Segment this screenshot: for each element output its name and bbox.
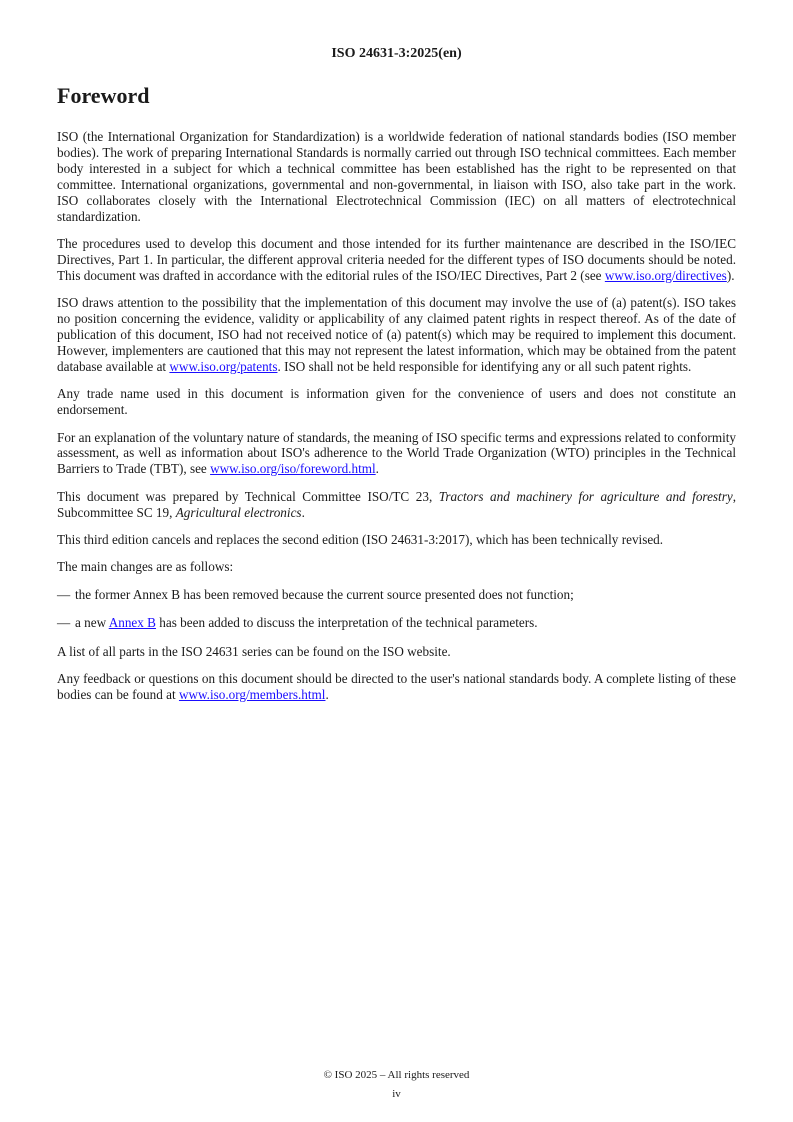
page-footer <box>0 1066 793 1104</box>
text: For an explanation of the voluntary nature of standards, the meaning of ISO specific terms and expressions related to conformity assessment, as well as information about ISO's adherence to the World Trade Organization (WTO) principles in the Technical Barriers to Trade (TBT), see <box>57 429 736 477</box>
text: This document was prepared by Technical Committee ISO/TC 23, <box>57 488 439 504</box>
list-item <box>57 615 736 631</box>
text: . <box>301 504 305 520</box>
paragraph-series: A list of all parts in the ISO 24631 series can be found on the ISO website. <box>57 643 451 659</box>
text: The procedures used to develop this document and those intended for its further maintenance are described in the ISO/IEC Directives, Part 1. In particular, the different approval criteria needed for the different types of ISO documents should be noted. This document was drafted in accordance with the editorial rules of the ISO/IEC Directives, Part 2 (see <box>57 235 736 283</box>
document-header: ISO 24631-3:2025(en) <box>331 46 462 61</box>
paragraph-edition: This third edition cancels and replaces the second edition (ISO 24631-3:2017), which has been technically revised. <box>57 532 664 548</box>
text: . ISO shall not be held responsible for identifying any or all such patent rights. <box>277 358 692 374</box>
dash-bullet: — <box>57 586 71 602</box>
page-title: Foreword <box>57 83 150 108</box>
foreword-link[interactable]: www.iso.org/iso/foreword.html <box>210 461 376 477</box>
text: ). <box>726 267 735 283</box>
text: , Subcommittee SC 19, <box>57 488 736 520</box>
foreword-body <box>57 129 736 714</box>
copyright-notice: © ISO 2025 – All rights reserved <box>323 1069 470 1081</box>
patents-link[interactable]: www.iso.org/patents <box>169 358 278 374</box>
list-item <box>57 587 736 603</box>
paragraph-trade-name: Any trade name used in this document is information given for the convenience of users and does not constitute an endorsement. <box>57 386 736 418</box>
paragraph-changes-intro: The main changes are as follows: <box>57 559 234 575</box>
subcommittee-title: Agricultural electronics <box>175 504 302 520</box>
paragraph-feedback <box>57 671 736 703</box>
list-item-text: the former Annex B has been removed because the current source presented does not function; <box>75 586 574 602</box>
paragraph-patents <box>57 295 736 375</box>
list-item-text <box>75 615 538 631</box>
paragraph-voluntary <box>57 430 736 478</box>
text: Any feedback or questions on this document should be directed to the user's national standards body. A complete listing of these bodies can be found at <box>57 671 736 702</box>
annex-b-link[interactable]: Annex B <box>108 615 156 631</box>
dash-bullet: — <box>57 615 71 631</box>
committee-title: Tractors and machinery for agriculture and forestry <box>438 488 733 504</box>
text: has been added to discuss the interpretation of the technical parameters. <box>155 615 538 631</box>
paragraph-committee <box>57 489 736 521</box>
directives-link[interactable]: www.iso.org/directives <box>604 267 727 283</box>
text: ISO draws attention to the possibility that the implementation of this document may involve the use of (a) patent(s). ISO takes no position concerning the evidence, validity or applicability of any claimed patent rights in respect thereof. As of the date of publication of this document, ISO had not received notice of (a) patent(s) which may be required to implement this document. However, implementers are cautioned that this may not represent the latest information, which may be obtained from the patent database available at <box>57 295 736 374</box>
members-link[interactable]: www.iso.org/members.html <box>178 686 326 702</box>
paragraph-procedures <box>57 236 736 284</box>
paragraph-iso-intro: ISO (the International Organization for Standardization) is a worldwide federation of national standards bodies (ISO member bodies). The work of preparing International Standards is normally carried out through ISO technical committees. Each member body interested in a subject for which a technical committee has been established has the right to be represented on that committee. International organizations, governmental and non-governmental, in liaison with ISO, also take part in the work. ISO collaborates closely with the International Electrotechnical Commission (IEC) on all matters of electrotechnical standardization. <box>57 129 736 224</box>
text: a new <box>75 615 109 631</box>
text: . <box>375 461 379 477</box>
page-number: iv <box>392 1088 401 1100</box>
text: . <box>325 686 329 702</box>
